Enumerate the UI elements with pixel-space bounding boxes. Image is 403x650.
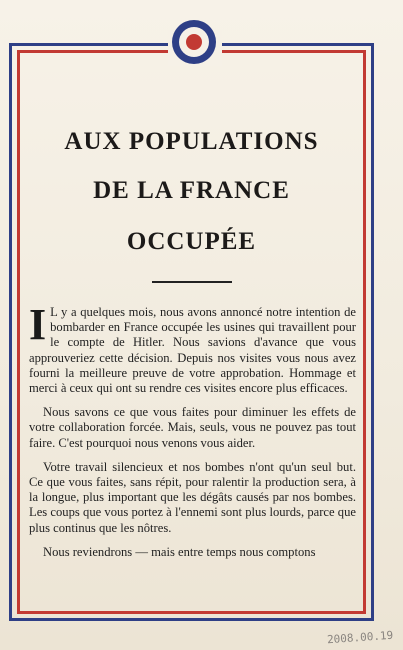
archive-number: 2008.00.19 [326, 628, 394, 647]
title-line-2: DE LA FRANCE [93, 177, 290, 204]
title-line-3: OCCUPÉE [126, 228, 257, 255]
roundel-icon [171, 19, 217, 65]
drop-cap: I [29, 300, 47, 349]
title-line-1: AUX POPULATIONS [64, 128, 319, 155]
paragraph-2: Nous savons ce que vous faites pour diminuer les effets de votre collaboration forcée. Mais, seuls, vous ne pouvez pas tout faire. C'est pourquoi nous venons vous aider. [29, 405, 356, 450]
title-divider [152, 281, 232, 283]
leaflet-body [29, 300, 356, 569]
paragraph-1-text: L y a quelques mois, nous avons annoncé notre intention de bombarder en France occupée les usines qui travaillent pour le compte de Hitler. Nous savions d'avance que vous approuveriez cette décision. Depuis nos visites vous nous avez fourni la meilleure preuve de votre approbation. Hommage et merci à ceux qui ont su rendre ces visites encore plus efficaces. [29, 305, 356, 396]
paragraph-3: Votre travail silencieux et nos bombes n'ont qu'un seul but. Ce que vous faites, sans répit, pour ralentir la production sera, à la longue, plus important que les dégâts causés par nos bombes. Les coups que vous portez à l'ennemi sont plus lourds, parce que plus continus que les nôtres. [29, 459, 356, 535]
paragraph-1 [29, 300, 356, 396]
paragraph-4: Nous reviendrons — mais entre temps nous comptons [43, 544, 316, 559]
